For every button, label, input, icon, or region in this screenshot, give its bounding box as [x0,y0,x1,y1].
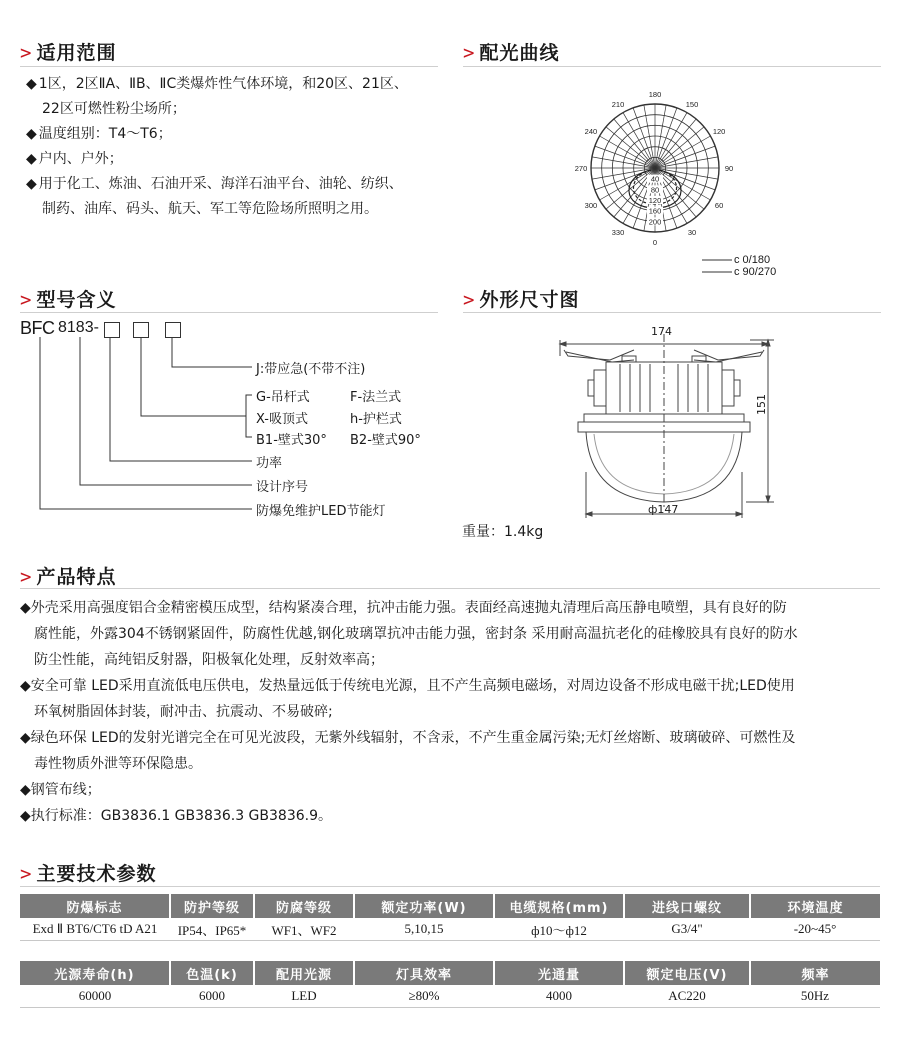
angle-label: 210 [611,99,625,109]
header-protection: 防护等级 [170,894,254,918]
radial-label: 200 [648,217,662,227]
scope-item: ◆ 温度组别：T4～T6； [26,126,172,142]
angle-label: 90 [724,164,734,173]
features-title: > 产品特点 [20,566,117,588]
header-thread: 进线口螺纹 [624,894,750,918]
angle-label: 240 [584,127,598,136]
meaning-mount-b1: B1-壁式30° [256,433,327,448]
dimension-drawing [550,322,790,522]
cell-power: 5,10,15 [354,918,494,941]
meaning-emergency: J:带应急(不带不注) [256,362,366,377]
meaning-mount-b2: B2-壁式90° [350,433,421,448]
spec-table-2-header [20,961,880,985]
spec-table-1-header [20,894,880,918]
header-flux: 光通量 [494,961,624,985]
angle-label: 330 [611,228,625,238]
header-power: 额定功率(W) [354,894,494,918]
feature-item: ◆执行标准：GB3836.1 GB3836.3 GB3836.9。 [20,808,332,824]
params-title: > 主要技术参数 [20,863,157,885]
cell-frequency: 50Hz [750,985,880,1008]
angle-label: 270 [574,164,588,173]
cell-anticorrosion: WF1、WF2 [254,918,354,941]
radial-label: 160 [648,206,662,216]
header-anticorrosion: 防腐等级 [254,894,354,918]
scope-item: ◆ 1区，2区ⅡA、ⅡB、ⅡC类爆炸性气体环境，和20区、21区、 [26,76,408,92]
angle-label: 120 [712,127,726,136]
header-temperature: 环境温度 [750,894,880,918]
meaning-mount-f: F-法兰式 [350,390,402,405]
params-rule [20,886,880,887]
scope-item: ◆ 户内、户外； [26,151,123,167]
meaning-mount-g: G-吊杆式 [256,390,310,405]
dim-height: 151 [755,394,768,415]
features-list [20,595,890,829]
feature-item: ◆外壳采用高强度铝合金精密模压成型，结构紧凑合理，抗冲击能力强。表面经高速抛丸清理后高压静电喷塑，具有良好的防 腐性能，外露304不锈钢紧固件，防腐性优越,钢化玻璃罩抗冲击能力强，密封条 采用耐高温抗老化的硅橡胶具有良好的防水 防尘性能，高纯铝反射器，阳极氧化处理，反射效率高； [20,600,798,668]
dimensions-rule [463,312,881,313]
cell-voltage: AC220 [624,985,750,1008]
light-curve-title: > 配光曲线 [463,42,560,64]
scope-item: ◆ 用于化工、炼油、石油开采、海洋石油平台、油轮、纺织、 [26,176,403,192]
dim-width: 174 [651,325,672,338]
angle-label: 0 [652,238,658,247]
scope-item-continued: 22区可燃性粉尘场所； [42,101,186,117]
header-light-source: 配用光源 [254,961,354,985]
angle-label: 150 [685,99,699,109]
legend-c0: c 0/180 [734,254,771,266]
meaning-power: 功率 [256,456,283,471]
model-code-prefix: BFC [20,318,55,338]
radial-label: 120 [648,196,662,205]
polar-legend-lines [700,254,734,280]
spec-table-1-row [20,918,880,941]
radial-label: 80 [650,185,660,195]
dim-diameter: ф147 [648,503,679,516]
meaning-product: 防爆免维护LED节能灯 [256,504,386,519]
angle-label: 300 [584,201,598,210]
header-frequency: 频率 [750,961,880,985]
weight-label: 重量：1.4kg [462,524,544,540]
model-leader-lines [0,335,260,520]
spec-table-2-row [20,985,880,1008]
features-rule [20,588,880,589]
scope-title: > 适用范围 [20,42,117,64]
header-lifetime: 光源寿命(h) [20,961,170,985]
light-curve-rule [463,66,881,67]
spec-table-1 [20,894,880,941]
cell-lifetime: 60000 [20,985,170,1008]
meaning-mount-x: X-吸顶式 [256,412,308,427]
angle-label: 60 [714,201,724,210]
feature-item: ◆绿色环保 LED的发射光谱完全在可见光波段，无紫外线辐射，不含汞，不产生重金属污染;无灯丝熔断、玻璃破碎、可燃性及 毒性物质外泄等环保隐患。 [20,730,796,772]
cell-color-temp: 6000 [170,985,254,1008]
scope-item-continued: 制药、油库、码头、航天、军工等危险场所照明之用。 [42,201,378,217]
feature-item: ◆钢管布线； [20,782,101,798]
cell-light-source: LED [254,985,354,1008]
scope-rule [20,66,438,67]
cell-explosion-mark: Exd Ⅱ BT6/CT6 tD A21 [20,918,170,941]
cell-flux: 4000 [494,985,624,1008]
scope-list [26,72,446,222]
header-cable: 电缆规格(mm) [494,894,624,918]
angle-label: 180 [648,90,662,99]
header-explosion-mark: 防爆标志 [20,894,170,918]
cell-protection: IP54、IP65* [170,918,254,941]
polar-diagram [555,78,795,278]
model-rule [20,312,438,313]
cell-temperature: -20~45° [750,918,880,941]
model-title: > 型号含义 [20,289,117,311]
header-color-temp: 色温(k) [170,961,254,985]
angle-label: 30 [687,228,697,238]
legend-c90: c 90/270 [734,266,777,278]
feature-item: ◆安全可靠 LED采用直流低电压供电，发热量远低于传统电光源，且不产生高频电磁场，对周边设备不形成电磁干扰;LED使用 环氧树脂固体封装，耐冲击、抗震动、不易破碎; [20,678,795,720]
model-code-number: 8183- [58,319,99,336]
cell-efficiency: ≥80% [354,985,494,1008]
header-voltage: 额定电压(V) [624,961,750,985]
meaning-design: 设计序号 [256,480,309,495]
cell-thread: G3/4" [624,918,750,941]
header-efficiency: 灯具效率 [354,961,494,985]
radial-label: 40 [650,174,660,184]
meaning-mount-h: h-护栏式 [350,412,402,427]
dimensions-title: > 外形尺寸图 [463,289,580,311]
cell-cable: ф10～ф12 [494,918,624,941]
spec-table-2 [20,961,880,1008]
